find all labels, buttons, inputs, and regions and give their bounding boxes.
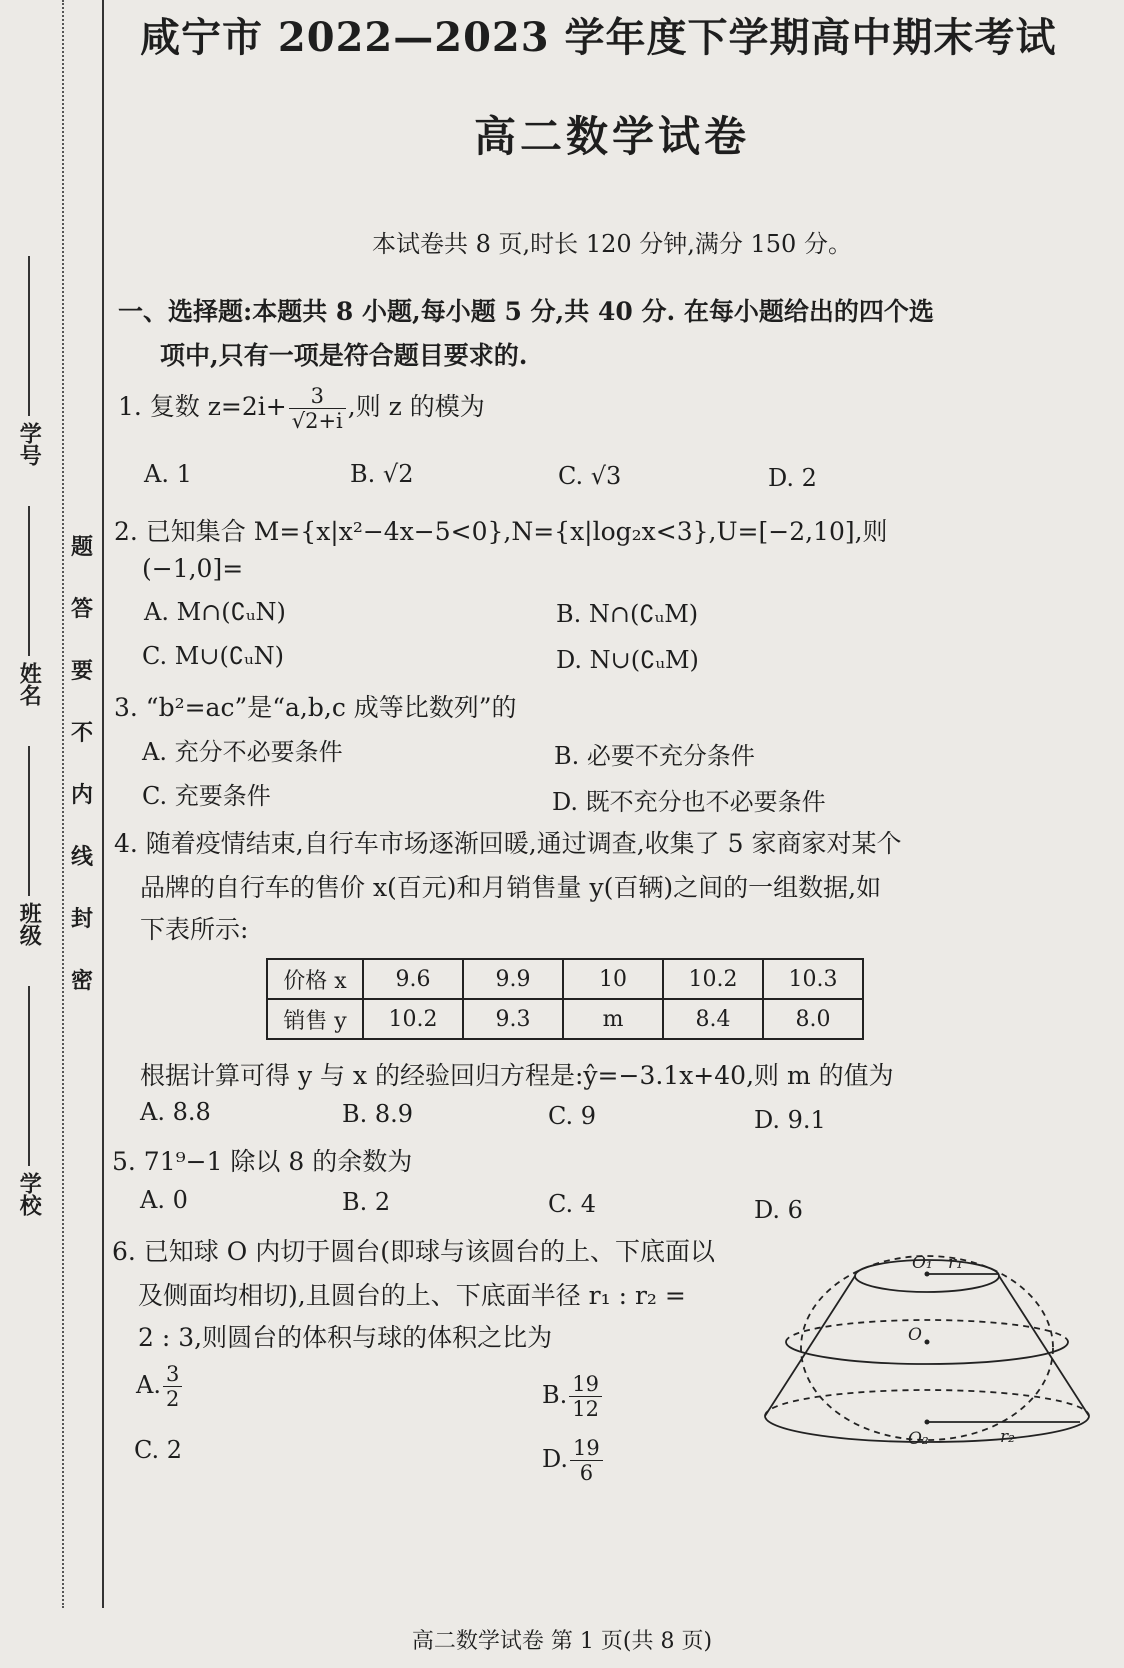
- table-row: [267, 959, 863, 999]
- question-4-stem-line2: 品牌的自行车的售价 x(百元)和月销售量 y(百辆)之间的一组数据,如: [140, 873, 882, 902]
- frustum-right-edge: [999, 1276, 1089, 1416]
- label-r1: r₁: [948, 1253, 963, 1273]
- field-blank-line: [28, 746, 30, 896]
- seal-char: 答: [70, 596, 93, 622]
- seal-char: 封: [70, 906, 93, 932]
- table-cell: 9.6: [363, 959, 463, 999]
- label-r2: r₂: [1000, 1427, 1015, 1447]
- fraction-numerator: 3: [163, 1362, 182, 1387]
- exam-subtitle: 高二数学试卷: [473, 112, 750, 161]
- question-6-option-a: [136, 1362, 184, 1411]
- table-cell: 8.4: [663, 999, 763, 1039]
- table-cell: 10.2: [663, 959, 763, 999]
- label-o2: O₂: [908, 1429, 929, 1449]
- question-4-option-c: C. 9: [548, 1102, 597, 1130]
- question-3-option-b: B. 必要不充分条件: [554, 742, 755, 770]
- fraction-denominator: √2+i: [291, 409, 343, 434]
- seal-notice: [68, 530, 96, 1026]
- field-label: 班级: [16, 902, 43, 946]
- question-4-data-table: [266, 958, 864, 1040]
- table-cell: 9.9: [463, 959, 563, 999]
- field-label: 学号: [16, 422, 43, 466]
- fraction-numerator: 3: [289, 384, 346, 409]
- seal-char: 线: [70, 844, 93, 870]
- question-3-stem: 3. “b²=ac”是“a,b,c 成等比数列”的: [114, 693, 517, 722]
- exam-title: 咸宁市 2022—2023 学年度下学期高中期末考试: [140, 14, 1057, 61]
- frustum-left-edge: [765, 1276, 855, 1416]
- fraction-denominator: 12: [572, 1397, 599, 1422]
- question-1-option-c: C. √3: [558, 462, 622, 490]
- seal-char: 不: [70, 720, 93, 746]
- field-label: 学校: [16, 1172, 43, 1216]
- q1-fraction: [289, 384, 346, 433]
- question-5-option-b: B. 2: [342, 1188, 391, 1216]
- seal-char: 密: [70, 968, 93, 994]
- question-3-option-d: D. 既不充分也不必要条件: [552, 788, 826, 816]
- question-5-stem: 5. 71⁹−1 除以 8 的余数为: [112, 1147, 413, 1176]
- question-4-option-d: D. 9.1: [754, 1106, 826, 1134]
- question-2-option-c: C. M∪(∁ᵤN): [142, 642, 285, 670]
- question-6-option-d: [542, 1436, 605, 1485]
- field-blank-line: [28, 506, 30, 656]
- question-1-option-a: A. 1: [144, 460, 192, 488]
- bottom-base-back: [765, 1390, 1089, 1416]
- table-cell: m: [563, 999, 663, 1039]
- equator-front: [786, 1342, 1068, 1364]
- center-o2-dot: [925, 1420, 930, 1425]
- equator-back: [786, 1320, 1068, 1342]
- margin-dotted-line: [62, 0, 64, 1608]
- option-fraction: [570, 1436, 603, 1485]
- table-cell: 10.2: [363, 999, 463, 1039]
- label-o: O: [908, 1325, 922, 1345]
- seal-char: 题: [70, 534, 93, 560]
- question-4-stem-line1: 4. 随着疫情结束,自行车市场逐渐回暖,通过调查,收集了 5 家商家对某个: [114, 829, 902, 858]
- field-school: [14, 980, 44, 1224]
- option-fraction: [569, 1372, 602, 1421]
- table-cell: 10: [563, 959, 663, 999]
- question-2-stem-line1: 2. 已知集合 M={x|x²−4x−5<0},N={x|log₂x<3},U=[−2,10],则: [114, 517, 888, 546]
- q1-suffix: ,则 z 的模为: [347, 392, 485, 422]
- page-footer: 高二数学试卷 第 1 页(共 8 页): [411, 1629, 713, 1654]
- question-4-stem-line3: 下表所示:: [140, 915, 249, 944]
- frustum-sphere-figure: [762, 1246, 1092, 1466]
- seal-char: 要: [70, 658, 93, 684]
- exam-info: 本试卷共 8 页,时长 120 分钟,满分 150 分。: [372, 230, 852, 258]
- option-label: A.: [136, 1371, 161, 1400]
- margin-solid-line: [102, 0, 104, 1608]
- option-label: D.: [542, 1445, 569, 1474]
- field-class: [14, 740, 44, 954]
- option-fraction: [163, 1362, 182, 1411]
- center-o-dot: [925, 1340, 930, 1345]
- question-2-stem-line2: (−1,0]=: [142, 554, 244, 583]
- question-6-option-b: [542, 1372, 604, 1421]
- table-cell: 8.0: [763, 999, 863, 1039]
- fraction-numerator: 19: [570, 1436, 603, 1461]
- section-line: 一、选择题:本题共 8 小题,每小题 5 分,共 40 分. 在每小题给出的四个选: [118, 297, 934, 326]
- question-4-option-b: B. 8.9: [342, 1100, 414, 1128]
- sphere-outline: [801, 1256, 1053, 1440]
- question-6-stem-line2: 及侧面均相切),且圆台的上、下底面半径 r₁ : r₂ =: [138, 1281, 686, 1310]
- field-blank-line: [28, 986, 30, 1166]
- section-heading: [118, 290, 1108, 378]
- question-4-option-a: A. 8.8: [140, 1098, 211, 1126]
- field-name: [14, 500, 44, 714]
- field-blank-line: [28, 256, 30, 416]
- question-6-stem-line1: 6. 已知球 O 内切于圆台(即球与该圆台的上、下底面以: [112, 1237, 715, 1266]
- question-5-option-d: D. 6: [754, 1196, 803, 1224]
- option-label: B.: [542, 1381, 568, 1410]
- question-6-option-c: C. 2: [134, 1436, 183, 1464]
- question-2-option-a: A. M∩(∁ᵤN): [144, 598, 286, 626]
- fraction-denominator: 2: [165, 1387, 180, 1412]
- question-5-option-a: A. 0: [140, 1186, 188, 1214]
- field-label: 姓名: [16, 662, 43, 706]
- question-1-stem: [118, 384, 485, 433]
- seal-char: 内: [70, 782, 93, 808]
- field-student-id: [14, 250, 44, 474]
- question-6-stem-line3: 2 : 3,则圆台的体积与球的体积之比为: [138, 1323, 553, 1352]
- fraction-denominator: 6: [579, 1461, 594, 1486]
- q1-prefix: 1. 复数 z=2i+: [118, 392, 287, 422]
- section-line: 项中,只有一项是符合题目要求的.: [160, 341, 528, 370]
- question-4-stem-line4: 根据计算可得 y 与 x 的经验回归方程是:ŷ=−3.1x+40,则 m 的值为: [140, 1061, 894, 1090]
- table-cell: 销售 y: [267, 999, 363, 1039]
- table-cell: 10.3: [763, 959, 863, 999]
- question-2-option-b: B. N∩(∁ᵤM): [556, 600, 699, 628]
- table-cell: 价格 x: [267, 959, 363, 999]
- fraction-numerator: 19: [569, 1372, 602, 1397]
- question-5-option-c: C. 4: [548, 1190, 597, 1218]
- question-3-option-a: A. 充分不必要条件: [142, 738, 343, 766]
- table-cell: 9.3: [463, 999, 563, 1039]
- question-1-option-d: D. 2: [768, 464, 817, 492]
- label-o1: O₁: [912, 1253, 933, 1273]
- question-2-option-d: D. N∪(∁ᵤM): [556, 646, 699, 674]
- question-3-option-c: C. 充要条件: [142, 782, 271, 810]
- table-row: [267, 999, 863, 1039]
- question-1-option-b: B. √2: [350, 460, 414, 488]
